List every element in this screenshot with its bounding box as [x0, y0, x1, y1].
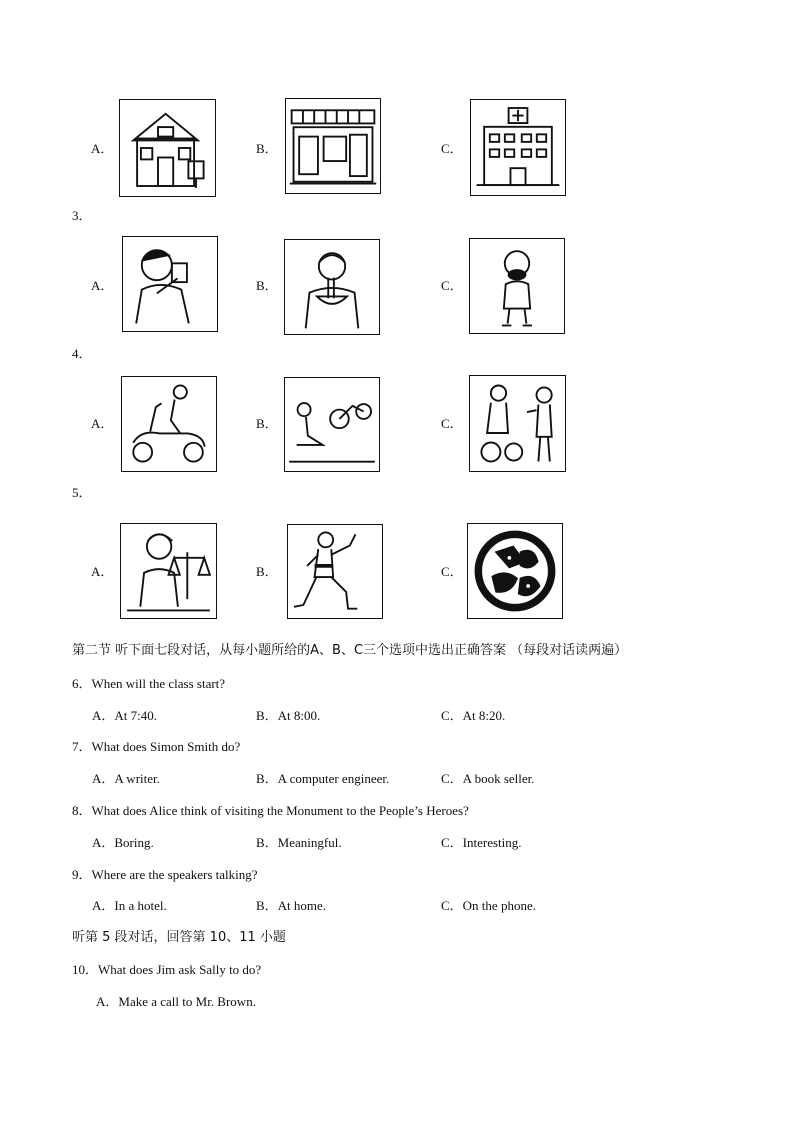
option-letter-b: B．	[256, 141, 278, 156]
paper-cutting-icon	[467, 523, 563, 619]
option-a: A．In a hotel.	[92, 898, 167, 913]
option-c: C．Interesting.	[441, 835, 522, 850]
option-b: B．Meaningful.	[256, 835, 342, 850]
boy-drinking-icon	[122, 236, 218, 332]
bike-accident-icon	[284, 377, 380, 472]
hospital-icon	[470, 99, 566, 196]
question-stem: 6．When will the class start?	[72, 676, 226, 691]
option-a: A．A writer.	[92, 771, 160, 786]
option-letter-c: C．	[441, 278, 463, 293]
question-stem: 7．What does Simon Smith do?	[72, 739, 241, 754]
option-b: B．A computer engineer.	[256, 771, 390, 786]
question-number-4: 4．	[72, 346, 92, 361]
kung-fu-icon	[287, 524, 383, 619]
option-letter-a: A．	[91, 564, 114, 579]
dialogue-instruction: 听第 5 段对话，回答第 10、11 小题	[72, 930, 286, 945]
option-b: B．At 8:00.	[256, 708, 321, 723]
option-letter-c: C．	[441, 141, 463, 156]
option-c: C．A book seller.	[441, 771, 535, 786]
option-a: A．At 7:40.	[92, 708, 158, 723]
option-c: C．At 8:20.	[441, 708, 506, 723]
option-a: A．Make a call to Mr. Brown.	[96, 994, 256, 1009]
scooter-rider-icon	[121, 376, 217, 472]
option-b: B．At home.	[256, 898, 327, 913]
option-letter-c: C．	[441, 564, 463, 579]
option-letter-a: A．	[91, 141, 114, 156]
option-letter-b: B．	[256, 416, 278, 431]
option-letter-b: B．	[256, 278, 278, 293]
boy-eating-icon	[469, 238, 565, 334]
question-stem: 9．Where are the speakers talking?	[72, 867, 258, 882]
scale-man-icon	[120, 523, 217, 619]
option-letter-a: A．	[91, 278, 114, 293]
question-number-5: 5．	[72, 485, 92, 500]
post-office-icon	[119, 99, 216, 197]
option-letter-c: C．	[441, 416, 463, 431]
question-stem: 8．What does Alice think of visiting the Monument to the People’s Heroes?	[72, 803, 469, 818]
section-title: 第二节 听下面七段对话，从每小题所给的A、B、C三个选项中选出正确答案 （每段对话读两遍）	[72, 643, 628, 658]
option-letter-b: B．	[256, 564, 278, 579]
option-a: A．Boring.	[92, 835, 154, 850]
option-c: C．On the phone.	[441, 898, 536, 913]
question-number-3: 3．	[72, 208, 92, 223]
question-stem: 10．What does Jim ask Sally to do?	[72, 962, 262, 977]
helmet-check-icon	[469, 375, 566, 472]
boy-eating-noodles-icon	[284, 239, 380, 335]
option-letter-a: A．	[91, 416, 114, 431]
store-icon	[285, 98, 381, 194]
